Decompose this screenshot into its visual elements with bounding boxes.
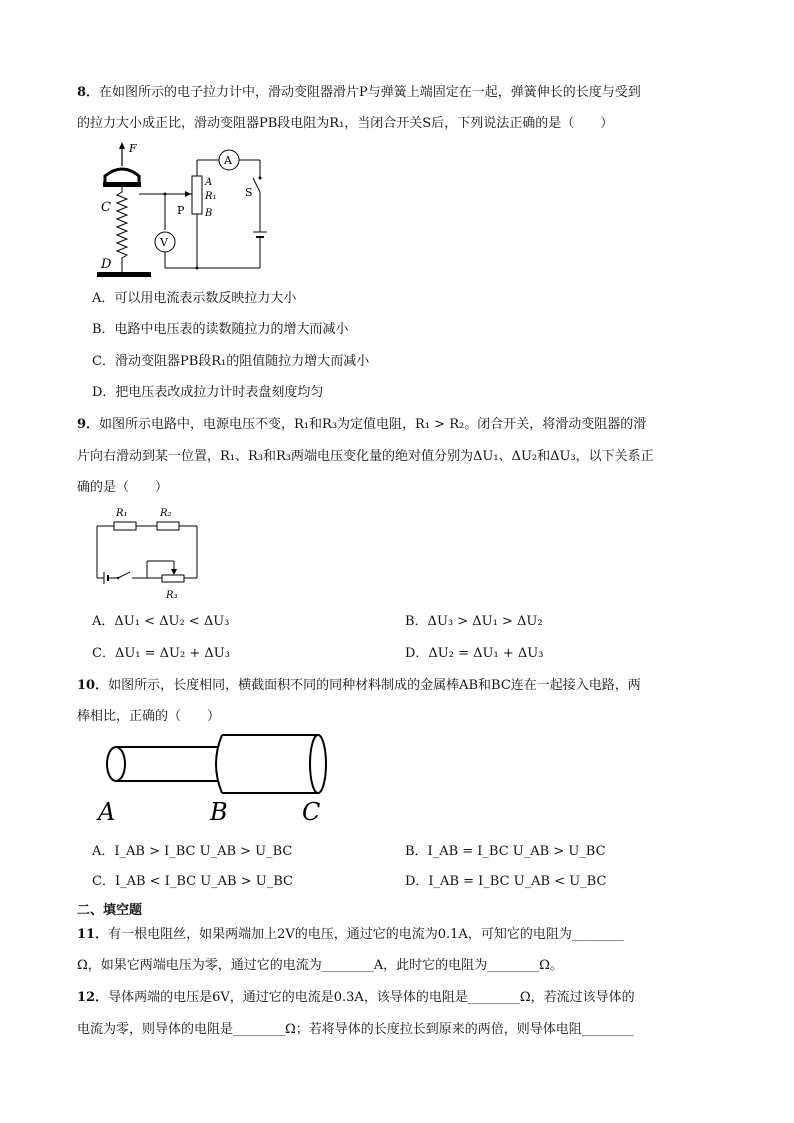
q10-option-d: D．I_AB = I_BC U_AB < U_BC (405, 874, 607, 889)
q9-number: 9． (77, 417, 100, 432)
label-S: S (245, 186, 253, 199)
q8-option-c: C．滑动变阻器PB段R₁的阻值随拉力增大而减小 (92, 354, 370, 369)
q11-line1 (77, 926, 624, 944)
label-A-meter: A (224, 154, 232, 167)
q8-number: 8． (77, 85, 100, 100)
q10-line1 (77, 677, 641, 695)
label-R1: R₁ (205, 191, 217, 202)
section-title: 二、填空题 (77, 903, 143, 918)
q8-option-a: A．可以用电流表示数反映拉力大小 (92, 291, 297, 306)
q12-text-1: 导体两端的电压是6V，通过它的电流是0.3A，该导体的电阻是________Ω，若流过该导体的 (108, 990, 635, 1005)
q10-number: 10． (77, 678, 109, 693)
label-V: V (160, 236, 168, 249)
q8-text-1: 在如图所示的电子拉力计中，滑动变阻器滑片P与弹簧上端固定在一起，弹簧伸长的长度与受到 (99, 85, 641, 100)
label-R3: R₃ (166, 590, 178, 601)
q9-option-c: C．ΔU₁ = ΔU₂ + ΔU₃ (92, 646, 230, 661)
q9-text-1: 如图所示电路中，电源电压不变，R₁和R₃为定值电阻，R₁ > R₂。闭合开关，将滑动变阻器的滑 (99, 417, 647, 432)
label-B: B (210, 798, 228, 826)
label-D: D (101, 257, 112, 272)
q8-circuit-figure (95, 140, 275, 280)
label-B-end: B (205, 208, 213, 219)
q10-line2: 棒相比，正确的（ ） (77, 709, 221, 724)
q9-line3: 确的是（ ） (77, 480, 169, 495)
label-F: F (129, 142, 137, 155)
q12-line2: 电流为零，则导体的电阻是________Ω；若将导体的长度拉长到原来的两倍，则导体电阻________ (77, 1022, 634, 1037)
label-A: A (98, 798, 116, 826)
q8-line1 (77, 84, 641, 102)
q9-line2: 片向右滑动到某一位置，R₁、R₃和R₃两端电压变化量的绝对值分别为ΔU₁、ΔU₂和ΔU₃，以下关系正 (77, 449, 654, 464)
q10-option-c: C．I_AB < I_BC U_AB > U_BC (92, 874, 293, 889)
q11-line2: Ω，如果它两端电压为零，通过它的电流为________A，此时它的电阻为________Ω。 (77, 958, 563, 973)
label-R2: R₂ (160, 508, 172, 519)
q8-line2: 的拉力大小成正比，滑动变阻器PB段电阻为R₁，当闭合开关S后，下列说法正确的是（ ） (77, 116, 614, 131)
q12-number: 12． (77, 990, 109, 1005)
q8-option-b: B．电路中电压表的读数随拉力的增大而减小 (92, 322, 349, 337)
label-C: C (101, 200, 111, 215)
q9-option-d: D．ΔU₂ = ΔU₁ + ΔU₃ (405, 646, 544, 661)
q10-text-1: 如图所示，长度相同，横截面积不同的同种材料制成的金属棒AB和BC连在一起接入电路，两 (108, 678, 641, 693)
q9-option-a: A．ΔU₁ < ΔU₂ < ΔU₃ (92, 614, 230, 629)
q9-option-b: B．ΔU₃ > ΔU₁ > ΔU₂ (405, 614, 543, 629)
q12-line1 (77, 989, 635, 1007)
q8-option-d: D．把电压表改成拉力计时表盘刻度均匀 (92, 385, 324, 400)
q10-option-b: B．I_AB = I_BC U_AB > U_BC (405, 844, 606, 859)
label-C: C (302, 798, 321, 826)
q10-option-a: A．I_AB > I_BC U_AB > U_BC (92, 844, 293, 859)
q11-number: 11． (77, 927, 109, 942)
label-P: P (177, 204, 185, 217)
label-R1: R₁ (116, 508, 128, 519)
q9-line1 (77, 416, 646, 434)
q10-rods-figure (92, 730, 342, 830)
q11-text-1: 有一根电阻丝，如果两端加上2V的电压，通过它的电流为0.1A，可知它的电阻为________ (108, 927, 624, 942)
label-A-end: A (205, 177, 213, 188)
q9-circuit-figure (92, 503, 202, 603)
